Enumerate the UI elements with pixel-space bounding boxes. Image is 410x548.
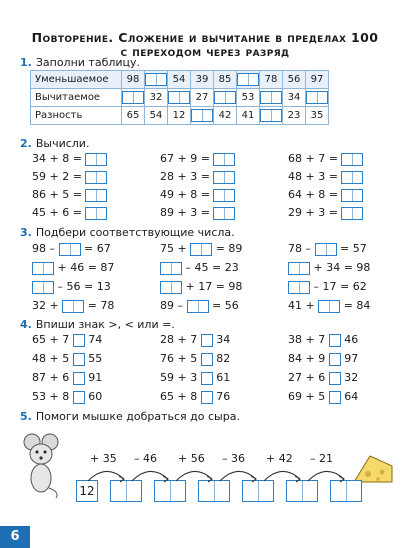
table-cell: 65: [122, 107, 145, 125]
exercise: [288, 261, 370, 275]
exercise: [288, 333, 358, 347]
answer-box[interactable]: [62, 300, 84, 313]
answer-box[interactable]: [160, 281, 182, 294]
row-label: Разность: [31, 107, 122, 125]
expression-left: 59 + 3: [160, 371, 198, 384]
answer-box[interactable]: [59, 243, 81, 256]
exercise: [288, 299, 370, 313]
box-divider: [214, 481, 215, 501]
expression-right: = 56: [212, 299, 239, 312]
exercise: [160, 242, 242, 256]
answer-box[interactable]: [191, 109, 213, 122]
expression-left: 98 –: [32, 242, 55, 255]
table-cell: 85: [214, 71, 237, 89]
table-cell: 97: [306, 71, 329, 89]
expression-right: = 78: [87, 299, 115, 312]
exercise: [288, 280, 367, 294]
expression-left: 65 + 7: [32, 333, 70, 346]
expression: 29 + 3 =: [288, 206, 338, 219]
expression-right: = 67: [84, 242, 111, 255]
chain-answer-box[interactable]: [242, 480, 274, 502]
task-text: Помоги мышке добраться до сыра.: [35, 410, 240, 423]
start-number: 12: [76, 480, 98, 502]
answer-box[interactable]: [237, 73, 259, 86]
expression-right: 74: [88, 333, 103, 346]
exercise: [288, 188, 363, 202]
task-text: Подбери соответствующие числа.: [35, 226, 235, 239]
answer-box[interactable]: [306, 91, 328, 104]
answer-box[interactable]: [341, 153, 363, 166]
exercise: [288, 206, 363, 220]
chain-answer-box[interactable]: [286, 480, 318, 502]
expression-left: 75 +: [160, 242, 187, 255]
exercise: [32, 188, 107, 202]
exercise: [160, 152, 235, 166]
exercise: [160, 280, 242, 294]
expression: 67 + 9 =: [160, 152, 210, 165]
expression-left: 53 + 8: [32, 390, 70, 403]
table-row: [31, 89, 329, 107]
table-cell: 41: [237, 107, 260, 125]
table-cell: 12: [168, 107, 191, 125]
table-cell: 56: [283, 71, 306, 89]
answer-box[interactable]: [32, 281, 54, 294]
chain-answer-box[interactable]: [110, 480, 142, 502]
arrow-arc-icon: [174, 465, 214, 483]
table-cell: 98: [122, 71, 145, 89]
chain-answer-box[interactable]: [330, 480, 362, 502]
expression-right: 55: [88, 352, 103, 365]
table-cell: 54: [168, 71, 191, 89]
answer-box[interactable]: [122, 91, 144, 104]
expression-right: 32: [344, 371, 359, 384]
answer-box[interactable]: [341, 189, 363, 202]
exercise: [32, 242, 111, 256]
answer-box[interactable]: [341, 171, 363, 184]
arrow-arc-icon: [262, 465, 302, 483]
subtraction-table: [30, 70, 329, 125]
answer-box[interactable]: [32, 262, 54, 275]
sign-box[interactable]: [201, 334, 213, 347]
exercise: [288, 371, 358, 385]
expression-right: 60: [88, 390, 103, 403]
table-cell[interactable]: [306, 89, 329, 107]
task-4-heading: [20, 318, 175, 331]
title-line-2: с переходом через разряд: [120, 44, 290, 59]
box-divider: [258, 481, 259, 501]
operation-label: – 21: [310, 452, 333, 465]
chain-answer-box[interactable]: [198, 480, 230, 502]
answer-box[interactable]: [260, 91, 282, 104]
answer-box[interactable]: [213, 171, 235, 184]
exercise: [288, 352, 358, 366]
sign-box[interactable]: [329, 334, 341, 347]
expression: 45 + 6 =: [32, 206, 82, 219]
box-divider: [346, 481, 347, 501]
table-row: [31, 71, 329, 89]
sign-box[interactable]: [73, 334, 85, 347]
table-cell[interactable]: [214, 89, 237, 107]
task-text: Вычисли.: [35, 137, 90, 150]
table-cell[interactable]: [191, 107, 214, 125]
page-number: 6: [0, 526, 30, 548]
task-number: 1.: [20, 56, 32, 69]
expression: 34 + 8 =: [32, 152, 82, 165]
answer-box[interactable]: [85, 171, 107, 184]
answer-box[interactable]: [168, 91, 190, 104]
exercise: [288, 390, 358, 404]
table-cell[interactable]: [122, 89, 145, 107]
table-cell[interactable]: [168, 89, 191, 107]
box-divider: [302, 481, 303, 501]
answer-box[interactable]: [288, 281, 310, 294]
exercise: [288, 170, 363, 184]
answer-box[interactable]: [160, 262, 182, 275]
task-number: 5.: [20, 410, 32, 423]
table-row: [31, 107, 329, 125]
answer-box[interactable]: [315, 243, 337, 256]
answer-box[interactable]: [214, 91, 236, 104]
table-cell: 32: [145, 89, 168, 107]
box-divider: [170, 481, 171, 501]
box-divider: [126, 481, 127, 501]
arrow-arc-icon: [130, 465, 170, 483]
answer-box[interactable]: [341, 207, 363, 220]
answer-box[interactable]: [213, 153, 235, 166]
expression-right: 34: [216, 333, 231, 346]
sign-box[interactable]: [201, 372, 213, 385]
table-cell: 27: [191, 89, 214, 107]
expression-right: 64: [344, 390, 359, 403]
answer-box[interactable]: [213, 189, 235, 202]
expression-right: 76: [216, 390, 231, 403]
task-number: 4.: [20, 318, 32, 331]
expression: 28 + 3 =: [160, 170, 210, 183]
expression-left: 38 + 7: [288, 333, 326, 346]
table-cell[interactable]: [145, 71, 168, 89]
row-label: Уменьшаемое: [31, 71, 122, 89]
answer-box[interactable]: [190, 243, 212, 256]
table-cell[interactable]: [260, 89, 283, 107]
operation-label: + 35: [90, 452, 117, 465]
exercise: [160, 206, 235, 220]
answer-box[interactable]: [213, 207, 235, 220]
row-label: Вычитаемое: [31, 89, 122, 107]
exercise: [32, 299, 114, 313]
expression: 49 + 8 =: [160, 188, 210, 201]
expression-right: 46: [344, 333, 359, 346]
exercise: [160, 261, 239, 275]
arrow-arc-icon: [218, 465, 258, 483]
answer-box[interactable]: [187, 300, 209, 313]
expression-left: 48 + 5: [32, 352, 70, 365]
expression: 64 + 8 =: [288, 188, 338, 201]
sign-box[interactable]: [73, 391, 85, 404]
expression-left: 84 + 9: [288, 352, 326, 365]
answer-box[interactable]: [85, 207, 107, 220]
sign-box[interactable]: [329, 353, 341, 366]
table-cell: 35: [306, 107, 329, 125]
sign-box[interactable]: [201, 391, 213, 404]
operation-label: + 56: [178, 452, 205, 465]
expression-left: 76 + 5: [160, 352, 198, 365]
exercise: [32, 371, 102, 385]
operation-label: + 42: [266, 452, 293, 465]
expression-right: + 46 = 87: [57, 261, 115, 274]
mouse-icon: [22, 430, 62, 500]
task-3-heading: [20, 226, 235, 239]
table-cell: 78: [260, 71, 283, 89]
table-cell: 42: [214, 107, 237, 125]
sign-box[interactable]: [201, 353, 213, 366]
expression-right: + 17 = 98: [185, 280, 243, 293]
answer-box[interactable]: [85, 189, 107, 202]
answer-box[interactable]: [85, 153, 107, 166]
exercise: [32, 170, 107, 184]
table-cell: 53: [237, 89, 260, 107]
arrow-arc-icon: [86, 465, 126, 483]
expression-right: – 45 = 23: [185, 261, 239, 274]
answer-box[interactable]: [260, 109, 282, 122]
exercise: [32, 390, 102, 404]
title-line-1: Повторение. Сложение и вычитание в пределах 100: [31, 30, 379, 45]
exercise: [288, 152, 363, 166]
expression-left: 65 + 8: [160, 390, 198, 403]
expression-right: 61: [216, 371, 231, 384]
exercise: [160, 352, 230, 366]
table-cell[interactable]: [237, 71, 260, 89]
operation-label: – 46: [134, 452, 157, 465]
exercise: [32, 333, 102, 347]
task-text: Заполни таблицу.: [35, 56, 141, 69]
task-number: 2.: [20, 137, 32, 150]
answer-box[interactable]: [145, 73, 167, 86]
expression-left: 27 + 6: [288, 371, 326, 384]
exercise: [32, 261, 114, 275]
expression-right: 97: [344, 352, 359, 365]
table-cell: 54: [145, 107, 168, 125]
expression: 59 + 2 =: [32, 170, 82, 183]
expression-left: 28 + 7: [160, 333, 198, 346]
exercise: [32, 352, 102, 366]
expression-right: = 89: [215, 242, 243, 255]
task-5-heading: [20, 410, 240, 423]
sign-box[interactable]: [73, 372, 85, 385]
expression-right: – 17 = 62: [313, 280, 367, 293]
answer-box[interactable]: [318, 300, 340, 313]
task-text: Впиши знак >, < или =.: [35, 318, 175, 331]
expression-right: 91: [88, 371, 103, 384]
table-cell[interactable]: [260, 107, 283, 125]
task-2-heading: [20, 137, 89, 150]
exercise: [160, 333, 230, 347]
exercise: [160, 170, 235, 184]
task-number: 3.: [20, 226, 32, 239]
table-cell: 39: [191, 71, 214, 89]
sign-box[interactable]: [73, 353, 85, 366]
expression-right: = 57: [340, 242, 367, 255]
chain-answer-box[interactable]: [154, 480, 186, 502]
expression-right: + 34 = 98: [313, 261, 371, 274]
exercise: [160, 188, 235, 202]
expression: 89 + 3 =: [160, 206, 210, 219]
expression-right: 82: [216, 352, 231, 365]
expression: 86 + 5 =: [32, 188, 82, 201]
expression-left: 78 –: [288, 242, 311, 255]
expression-left: 32 +: [32, 299, 59, 312]
exercise: [32, 152, 107, 166]
task-1-heading: [20, 56, 140, 69]
expression: 68 + 7 =: [288, 152, 338, 165]
table-cell: 23: [283, 107, 306, 125]
expression: 48 + 3 =: [288, 170, 338, 183]
exercise: [288, 242, 367, 256]
exercise: [160, 390, 230, 404]
arrow-arc-icon: [306, 465, 346, 483]
expression-left: 89 –: [160, 299, 183, 312]
operation-label: – 36: [222, 452, 245, 465]
exercise: [32, 206, 107, 220]
expression-right: – 56 = 13: [57, 280, 111, 293]
exercise: [32, 280, 111, 294]
table-cell: 34: [283, 89, 306, 107]
sign-box[interactable]: [329, 391, 341, 404]
exercise: [160, 299, 239, 313]
expression-right: = 84: [343, 299, 371, 312]
expression-left: 41 +: [288, 299, 315, 312]
exercise: [160, 371, 230, 385]
expression-left: 87 + 6: [32, 371, 70, 384]
answer-box[interactable]: [288, 262, 310, 275]
sign-box[interactable]: [329, 372, 341, 385]
expression-left: 69 + 5: [288, 390, 326, 403]
